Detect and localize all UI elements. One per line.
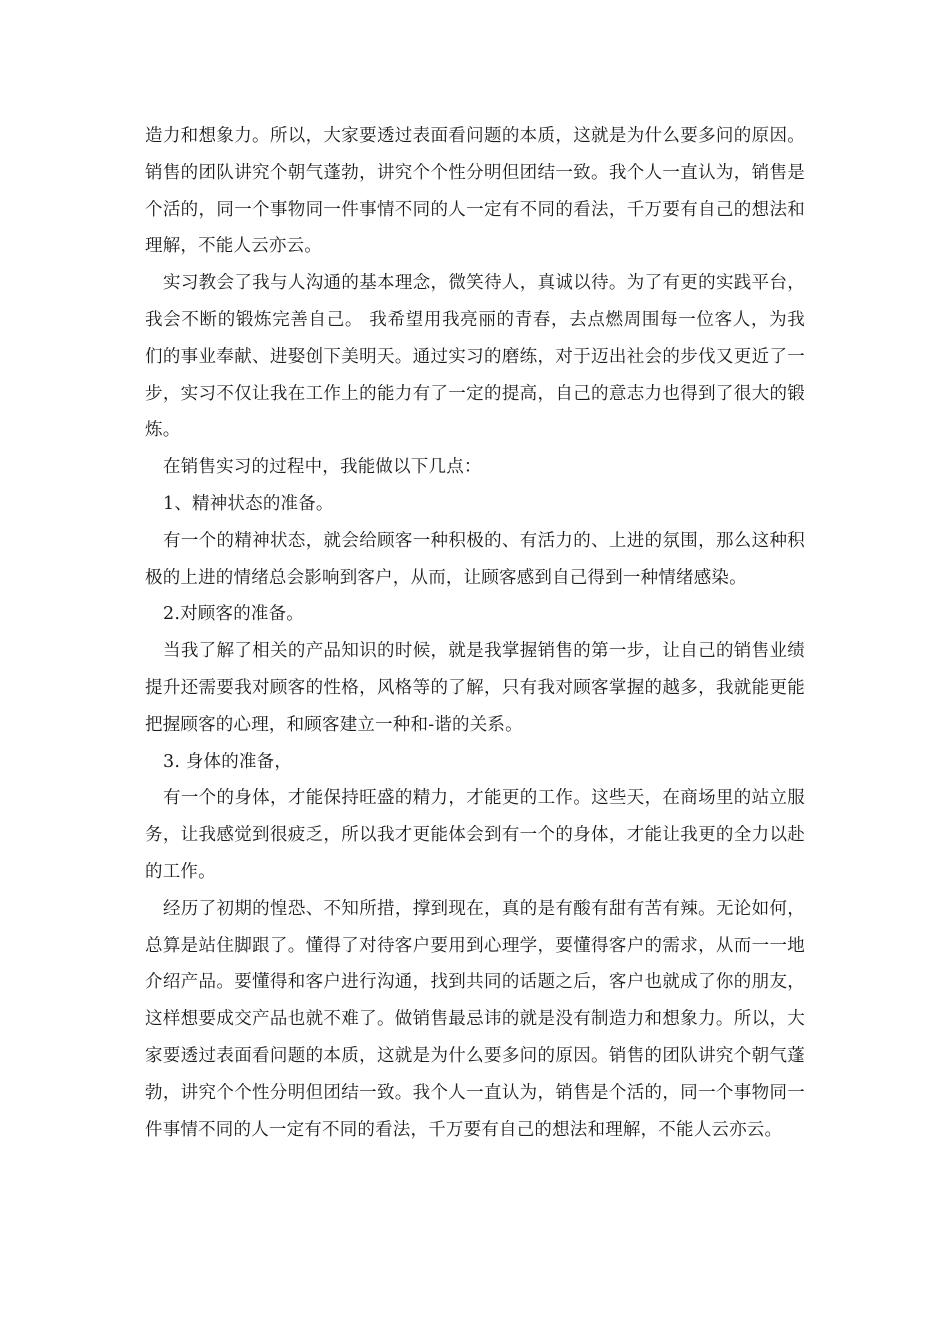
heading-point-1: 1、精神状态的准备。 (163, 493, 334, 514)
paragraph-point-1: 有一个的精神状态，就会给顾客一种积极的、有活力的、上进的氛围，那么这种积极的上进的情绪总会影响到客户，从而，让顾客感到自己得到一种情绪感染。 (145, 530, 805, 588)
paragraph-points-intro: 在销售实习的过程中，我能做以下几点： (163, 457, 482, 478)
paragraph-continuation: 造力和想象力。所以，大家要透过表面看问题的本质，这就是为什么要多问的原因。销售的团队讲究个朝气蓬勃，讲究个个性分明但团结一致。我个人一直认为，销售是个活的，同一个事物同一件事情不同的人一定有不同的看法，千万要有自己的想法和理解，不能人云亦云。 (145, 126, 805, 257)
heading-point-2: 2.对顾客的准备。 (163, 604, 304, 625)
document-body (145, 118, 805, 1148)
paragraph-experience: 经历了初期的惶恐、不知所措，撑到现在，真的是有酸有甜有苦有辣。无论如何，总算是站住脚跟了。懂得了对待客户要用到心理学，要懂得客户的需求，从而一一地介绍产品。要懂得和客户进行沟通，找到共同的话题之后，客户也就成了你的朋友，这样想要成交产品也就不难了。做销售最忌讳的就是没有制造力和想象力。所以，大家要透过表面看问题的本质，这就是为什么要多问的原因。销售的团队讲究个朝气蓬勃，讲究个个性分明但团结一致。我个人一直认为，销售是个活的，同一个事物同一件事情不同的人一定有不同的看法，千万要有自己的想法和理解，不能人云亦云。 (145, 898, 805, 1140)
paragraph-point-2: 当我了解了相关的产品知识的时候，就是我掌握销售的第一步，让自己的销售业绩提升还需要我对顾客的性格，风格等的了解，只有我对顾客掌握的越多，我就能更能把握顾客的心理，和顾客建立一种和-谐的关系。 (145, 641, 805, 735)
heading-point-3: 3. 身体的准备， (163, 751, 293, 772)
paragraph-point-3: 有一个的身体，才能保持旺盛的精力，才能更的工作。这些天，在商场里的站立服务，让我感觉到很疲乏，所以我才更能体会到有一个的身体，才能让我更的全力以赴的工作。 (145, 788, 805, 882)
paragraph-internship-lessons: 实习教会了我与人沟通的基本理念，微笑待人，真诚以待。为了有更的实践平台，我会不断的锻炼完善自己。 我希望用我亮丽的青春，去点燃周围每一位客人，为我们的事业奉献、进娶创下美明天。通过实习的磨练，对于迈出社会的步伐又更近了一步，实习不仅让我在工作上的能力有了一定的提高，自己的意志力也得到了很大的锻炼。 (145, 273, 805, 441)
